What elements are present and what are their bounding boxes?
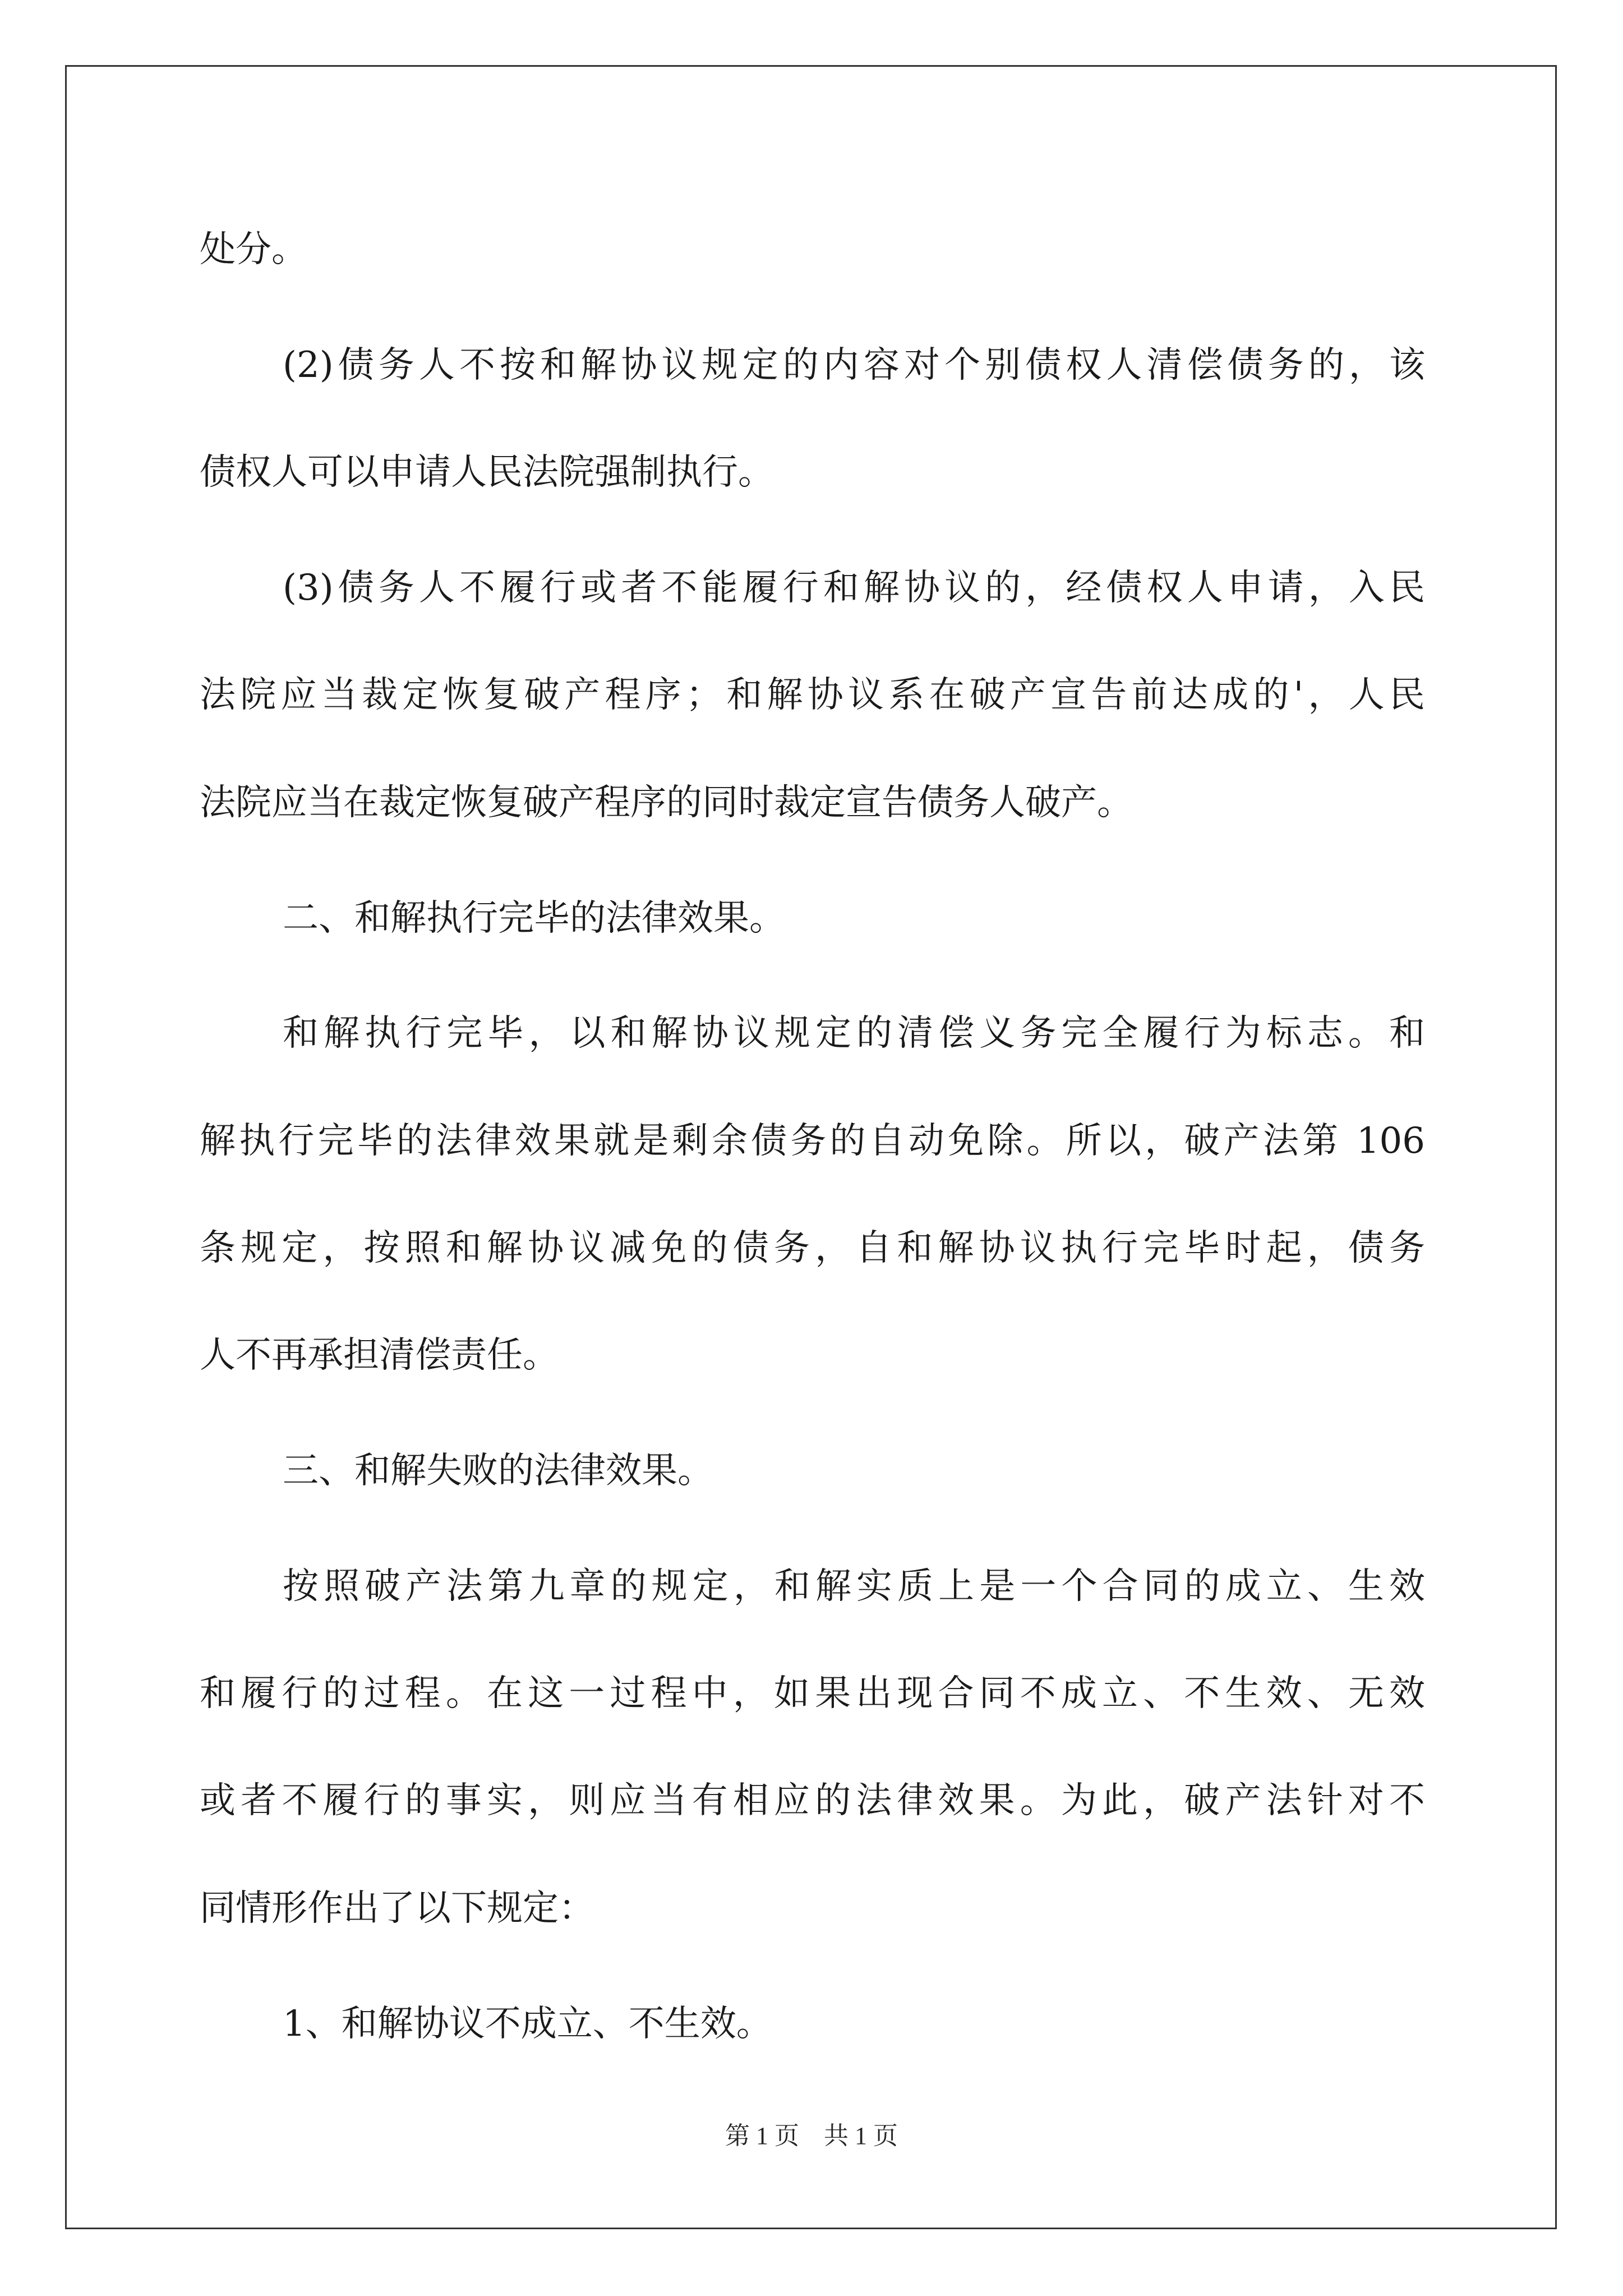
- text-line: 人不再承担清偿责任。: [200, 1335, 559, 1376]
- text-line: 同情形作出了以下规定：: [200, 1888, 594, 1929]
- text-line: 或者不履行的事实，则应当有相应的法律效果。为此，破产法针对不: [200, 1780, 1425, 1821]
- text-line: 三、和解失败的法律效果。: [283, 1450, 713, 1492]
- text-line: 法院应当在裁定恢复破产程序的同时裁定宣告债务人破产。: [200, 782, 1133, 823]
- text-line: 按照破产法第九章的规定，和解实质上是一个合同的成立、生效: [283, 1566, 1425, 1607]
- text-line: 债权人可以申请人民法院强制执行。: [200, 452, 774, 493]
- text-line: 二、和解执行完毕的法律效果。: [283, 898, 785, 939]
- text-line: (3)债务人不履行或者不能履行和解协议的，经债权人申请，入民: [283, 567, 1425, 609]
- page-footer: 第 1 页 共 1 页: [725, 2122, 898, 2150]
- text-line: (2)债务人不按和解协议规定的内容对个别债权人清偿债务的，该: [283, 344, 1425, 386]
- text-line: 和履行的过程。在这一过程中，如果出现合同不成立、不生效、无效: [200, 1673, 1425, 1714]
- text-line: 法院应当裁定恢复破产程序；和解协议系在破产宣告前达成的'，人民: [200, 674, 1425, 716]
- text-line: 和解执行完毕，以和解协议规定的清偿义务完全履行为标志。和: [283, 1013, 1425, 1054]
- text-line: 条规定，按照和解协议减免的债务，自和解协议执行完毕时起，债务: [200, 1227, 1425, 1269]
- text-line: 处分。: [200, 229, 307, 270]
- text-line: 解执行完毕的法律效果就是剩余债务的自动免除。所以，破产法第 106: [200, 1120, 1425, 1162]
- text-line: 1、和解协议不成立、不生效。: [283, 2003, 772, 2045]
